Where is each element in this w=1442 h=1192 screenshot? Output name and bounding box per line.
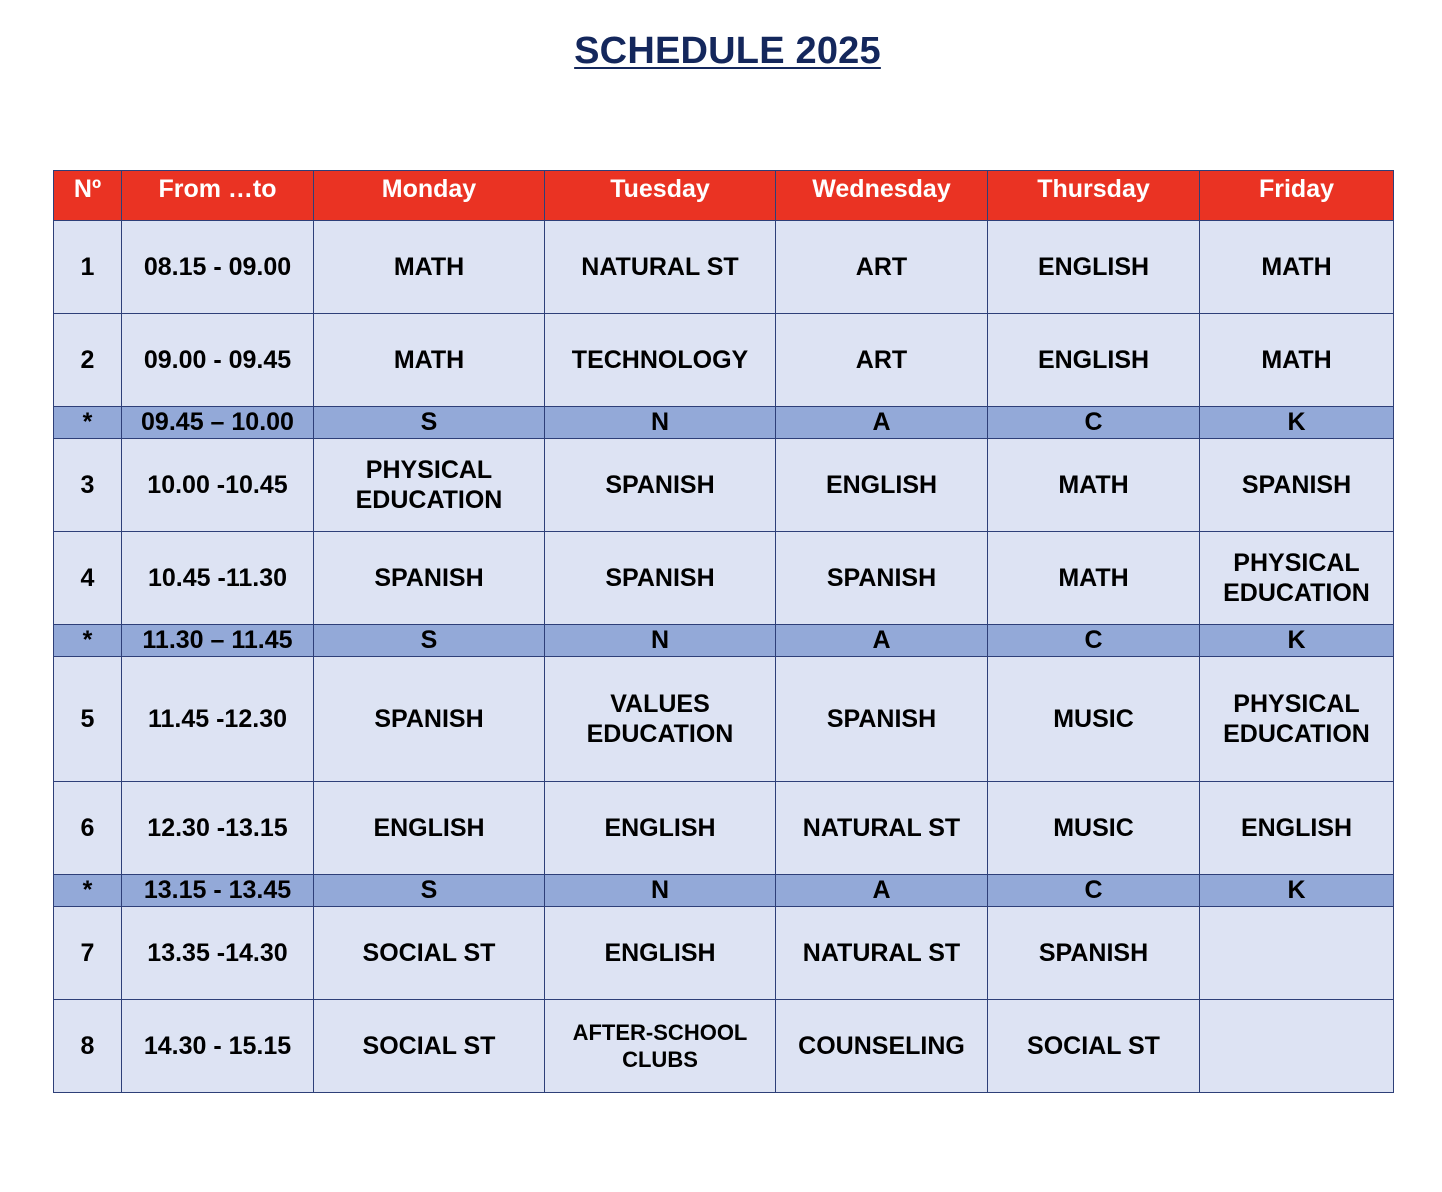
period-number: 8 xyxy=(54,1000,122,1093)
tuesday-cell: SPANISH xyxy=(545,439,776,532)
friday-cell: SPANISH xyxy=(1200,439,1394,532)
thursday-cell: ENGLISH xyxy=(988,221,1200,314)
tuesday-cell: NATURAL ST xyxy=(545,221,776,314)
friday-cell: MATH xyxy=(1200,221,1394,314)
tuesday-cell: AFTER-SCHOOL CLUBS xyxy=(545,1000,776,1093)
table-row xyxy=(54,314,1394,407)
tuesday-cell: VALUES EDUCATION xyxy=(545,657,776,782)
thursday-cell: C xyxy=(988,407,1200,439)
tuesday-cell: ENGLISH xyxy=(545,782,776,875)
monday-cell: S xyxy=(314,625,545,657)
period-number: 2 xyxy=(54,314,122,407)
table-row xyxy=(54,221,1394,314)
period-number: 5 xyxy=(54,657,122,782)
period-number: 7 xyxy=(54,907,122,1000)
friday-cell: PHYSICAL EDUCATION xyxy=(1200,532,1394,625)
header-row xyxy=(54,171,1394,221)
wednesday-cell: ART xyxy=(776,221,988,314)
friday-cell: K xyxy=(1200,407,1394,439)
wednesday-cell: ENGLISH xyxy=(776,439,988,532)
monday-cell: SPANISH xyxy=(314,657,545,782)
tuesday-cell: N xyxy=(545,407,776,439)
monday-cell: SOCIAL ST xyxy=(314,1000,545,1093)
period-time: 09.00 - 09.45 xyxy=(122,314,314,407)
thursday-cell: C xyxy=(988,875,1200,907)
period-time: 09.45 – 10.00 xyxy=(122,407,314,439)
snack-row xyxy=(54,407,1394,439)
friday-cell: PHYSICAL EDUCATION xyxy=(1200,657,1394,782)
period-time: 08.15 - 09.00 xyxy=(122,221,314,314)
monday-cell: SPANISH xyxy=(314,532,545,625)
period-time: 14.30 - 15.15 xyxy=(122,1000,314,1093)
table-row xyxy=(54,532,1394,625)
table-row xyxy=(54,907,1394,1000)
thursday-cell: MATH xyxy=(988,532,1200,625)
period-time: 10.45 -11.30 xyxy=(122,532,314,625)
tuesday-cell: N xyxy=(545,875,776,907)
period-time: 12.30 -13.15 xyxy=(122,782,314,875)
monday-cell: S xyxy=(314,875,545,907)
tuesday-cell: TECHNOLOGY xyxy=(545,314,776,407)
wednesday-cell: A xyxy=(776,625,988,657)
header-number: Nº xyxy=(54,171,122,221)
header-monday: Monday xyxy=(314,171,545,221)
page-title: SCHEDULE 2025 xyxy=(574,30,881,72)
period-number: 1 xyxy=(54,221,122,314)
friday-cell xyxy=(1200,907,1394,1000)
wednesday-cell: ART xyxy=(776,314,988,407)
wednesday-cell: A xyxy=(776,407,988,439)
monday-cell: SOCIAL ST xyxy=(314,907,545,1000)
header-tuesday: Tuesday xyxy=(545,171,776,221)
table-row xyxy=(54,657,1394,782)
friday-cell xyxy=(1200,1000,1394,1093)
thursday-cell: SPANISH xyxy=(988,907,1200,1000)
wednesday-cell: A xyxy=(776,875,988,907)
wednesday-cell: SPANISH xyxy=(776,657,988,782)
monday-cell: MATH xyxy=(314,314,545,407)
snack-row xyxy=(54,625,1394,657)
period-number: 4 xyxy=(54,532,122,625)
tuesday-cell: ENGLISH xyxy=(545,907,776,1000)
monday-cell: MATH xyxy=(314,221,545,314)
snack-row xyxy=(54,875,1394,907)
wednesday-cell: NATURAL ST xyxy=(776,782,988,875)
thursday-cell: MATH xyxy=(988,439,1200,532)
period-time: 11.30 – 11.45 xyxy=(122,625,314,657)
period-time: 11.45 -12.30 xyxy=(122,657,314,782)
friday-cell: MATH xyxy=(1200,314,1394,407)
wednesday-cell: COUNSELING xyxy=(776,1000,988,1093)
friday-cell: ENGLISH xyxy=(1200,782,1394,875)
table-row xyxy=(54,1000,1394,1093)
period-number: 6 xyxy=(54,782,122,875)
period-number: 3 xyxy=(54,439,122,532)
header-wednesday: Wednesday xyxy=(776,171,988,221)
thursday-cell: SOCIAL ST xyxy=(988,1000,1200,1093)
table-row xyxy=(54,782,1394,875)
thursday-cell: MUSIC xyxy=(988,657,1200,782)
tuesday-cell: N xyxy=(545,625,776,657)
thursday-cell: C xyxy=(988,625,1200,657)
header-thursday: Thursday xyxy=(988,171,1200,221)
period-time: 13.35 -14.30 xyxy=(122,907,314,1000)
schedule-table xyxy=(53,170,1394,1093)
monday-cell: S xyxy=(314,407,545,439)
tuesday-cell: SPANISH xyxy=(545,532,776,625)
period-number: * xyxy=(54,875,122,907)
period-number: * xyxy=(54,407,122,439)
period-time: 10.00 -10.45 xyxy=(122,439,314,532)
thursday-cell: ENGLISH xyxy=(988,314,1200,407)
period-number: * xyxy=(54,625,122,657)
wednesday-cell: NATURAL ST xyxy=(776,907,988,1000)
friday-cell: K xyxy=(1200,875,1394,907)
friday-cell: K xyxy=(1200,625,1394,657)
wednesday-cell: SPANISH xyxy=(776,532,988,625)
header-time: From …to xyxy=(122,171,314,221)
monday-cell: PHYSICAL EDUCATION xyxy=(314,439,545,532)
thursday-cell: MUSIC xyxy=(988,782,1200,875)
monday-cell: ENGLISH xyxy=(314,782,545,875)
period-time: 13.15 - 13.45 xyxy=(122,875,314,907)
table-row xyxy=(54,439,1394,532)
header-friday: Friday xyxy=(1200,171,1394,221)
